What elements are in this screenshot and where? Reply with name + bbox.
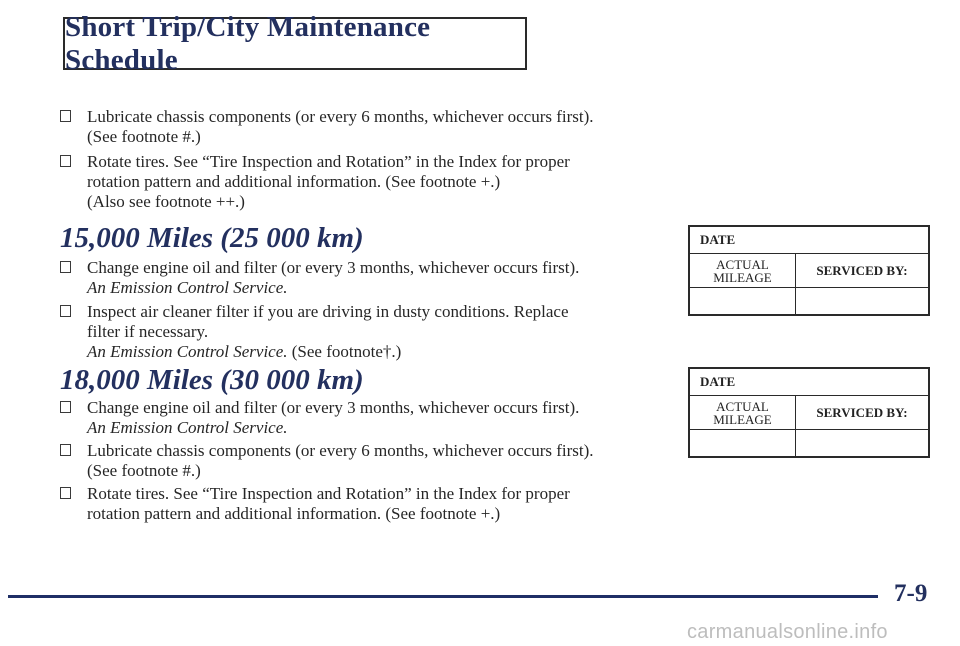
item-text: Change engine oil and filter (or every 3 months, whichever occurs first). xyxy=(87,398,580,417)
checklist-item xyxy=(60,302,569,362)
serviced-by-entry-field[interactable] xyxy=(796,430,928,456)
checkbox-icon[interactable] xyxy=(60,110,71,122)
item-text: filter if necessary. xyxy=(87,322,209,341)
item-text: (Also see footnote ++.) xyxy=(87,192,245,211)
date-label: DATE xyxy=(690,227,928,254)
item-text: rotation pattern and additional information. (See footnote +.) xyxy=(87,172,501,191)
checklist-item xyxy=(60,398,579,438)
checklist-item xyxy=(60,484,570,524)
checklist-item xyxy=(60,152,570,212)
mileage-entry-field[interactable] xyxy=(690,288,796,314)
checklist-item xyxy=(60,107,594,147)
serviced-by-entry-field[interactable] xyxy=(796,288,928,314)
page-number: 7-9 xyxy=(894,580,928,607)
emission-service-note: An Emission Control Service. xyxy=(87,418,288,437)
date-label: DATE xyxy=(690,369,928,396)
checkbox-icon[interactable] xyxy=(60,487,71,499)
page-title-box xyxy=(63,10,527,76)
item-text: Lubricate chassis components (or every 6 months, whichever occurs first). xyxy=(87,107,594,126)
checklist-item xyxy=(60,441,594,481)
watermark-text: carmanualsonline.info xyxy=(687,621,888,643)
checkbox-icon[interactable] xyxy=(60,305,71,317)
record-entry-row xyxy=(690,430,928,456)
checkbox-icon[interactable] xyxy=(60,261,71,273)
item-text: Change engine oil and filter (or every 3 months, whichever occurs first). xyxy=(87,258,580,277)
page-title: Short Trip/City Maintenance Schedule xyxy=(65,10,431,76)
emission-service-note: An Emission Control Service. xyxy=(87,278,288,297)
footer-rule xyxy=(8,595,878,598)
checkbox-icon[interactable] xyxy=(60,401,71,413)
checklist-item xyxy=(60,258,579,298)
item-text: Rotate tires. See “Tire Inspection and Rotation” in the Index for proper xyxy=(87,152,570,171)
footnote-ref: (See footnote†.) xyxy=(287,342,402,361)
serviced-by-label: SERVICED BY: xyxy=(816,405,908,420)
item-text: rotation pattern and additional information. (See footnote +.) xyxy=(87,504,501,523)
item-text: Rotate tires. See “Tire Inspection and Rotation” in the Index for proper xyxy=(87,484,570,503)
checkbox-icon[interactable] xyxy=(60,155,71,167)
record-header-row xyxy=(690,254,928,288)
section-heading-18000: 18,000 Miles (30 000 km) xyxy=(60,364,364,396)
service-record-15000 xyxy=(688,225,930,316)
checkbox-icon[interactable] xyxy=(60,444,71,456)
actual-mileage-label: ACTUAL MILEAGE xyxy=(690,396,796,429)
service-record-18000 xyxy=(688,367,930,458)
section-heading-15000: 15,000 Miles (25 000 km) xyxy=(60,222,364,254)
item-text: (See footnote #.) xyxy=(87,461,201,480)
mileage-entry-field[interactable] xyxy=(690,430,796,456)
item-text: Inspect air cleaner filter if you are driving in dusty conditions. Replace xyxy=(87,302,569,321)
emission-service-note: An Emission Control Service. xyxy=(87,342,288,361)
item-text: (See footnote #.) xyxy=(87,127,201,146)
item-text: Lubricate chassis components (or every 6 months, whichever occurs first). xyxy=(87,441,594,460)
record-header-row xyxy=(690,396,928,430)
record-entry-row xyxy=(690,288,928,314)
actual-mileage-label: ACTUAL MILEAGE xyxy=(690,254,796,287)
serviced-by-label: SERVICED BY: xyxy=(816,263,908,278)
